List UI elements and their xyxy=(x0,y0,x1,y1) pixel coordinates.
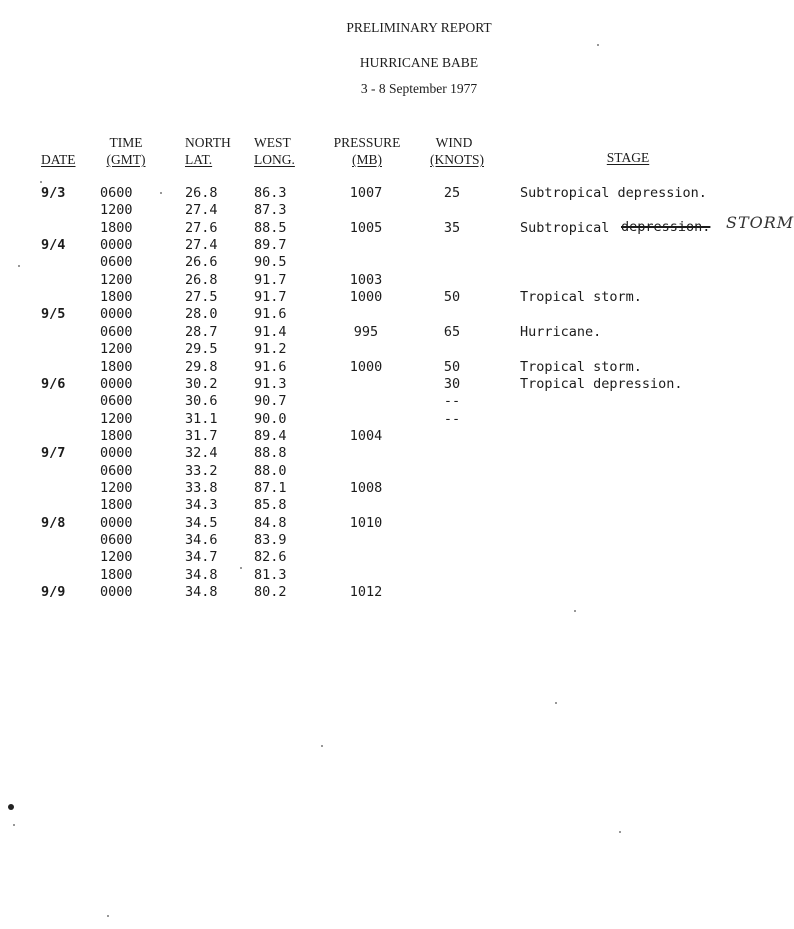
cell-date: 9/9 xyxy=(41,584,66,600)
scan-speck xyxy=(321,745,323,747)
col-stage-header: STAGE xyxy=(606,150,650,165)
cell-lon: 91.2 xyxy=(254,341,287,357)
cell-lat: 26.8 xyxy=(185,185,218,201)
col-wind-header: WIND xyxy=(435,135,473,150)
cell-lon: 91.7 xyxy=(254,272,287,288)
scan-speck xyxy=(107,915,109,917)
cell-lon: 90.5 xyxy=(254,254,287,270)
scan-speck xyxy=(13,824,15,826)
cell-lat: 27.4 xyxy=(185,237,218,253)
report-title: PRELIMINARY REPORT xyxy=(346,20,492,35)
cell-lat: 26.8 xyxy=(185,272,218,288)
cell-date: 9/3 xyxy=(41,185,66,201)
handwritten-correction: STORM xyxy=(726,213,794,232)
cell-pressure: 1004 xyxy=(349,428,383,444)
cell-lat: 29.5 xyxy=(185,341,218,357)
cell-lat: 32.4 xyxy=(185,445,218,461)
col-lon-header: WEST xyxy=(254,135,291,150)
cell-lat: 27.6 xyxy=(185,220,218,236)
cell-time: 0000 xyxy=(100,376,133,392)
cell-lat: 28.0 xyxy=(185,306,218,322)
cell-stage: Tropical depression. xyxy=(520,376,683,392)
cell-time: 1800 xyxy=(100,289,133,305)
cell-lat: 34.6 xyxy=(185,532,218,548)
scan-speck xyxy=(18,265,20,267)
date-range: 3 - 8 September 1977 xyxy=(360,81,478,96)
cell-lon: 81.3 xyxy=(254,567,287,583)
cell-time: 1800 xyxy=(100,428,133,444)
cell-stage: Hurricane. xyxy=(520,324,602,340)
cell-time: 1800 xyxy=(100,359,133,375)
scan-speck xyxy=(574,610,576,612)
cell-time: 0000 xyxy=(100,237,133,253)
cell-pressure: 1003 xyxy=(349,272,383,288)
cell-wind: 35 xyxy=(443,220,461,236)
cell-pressure: 1012 xyxy=(349,584,383,600)
cell-wind: -- xyxy=(443,411,461,427)
col-wind-subheader: (KNOTS) xyxy=(430,152,484,167)
cell-time: 0600 xyxy=(100,532,133,548)
cell-wind: -- xyxy=(443,393,461,409)
cell-lon: 91.6 xyxy=(254,359,287,375)
cell-lat: 34.8 xyxy=(185,584,218,600)
cell-lat: 27.5 xyxy=(185,289,218,305)
scan-speck xyxy=(555,702,557,704)
cell-lon: 82.6 xyxy=(254,549,287,565)
cell-lat: 34.5 xyxy=(185,515,218,531)
cell-time: 1200 xyxy=(100,341,133,357)
cell-stage: Tropical storm. xyxy=(520,289,642,305)
cell-lon: 89.4 xyxy=(254,428,287,444)
cell-stage: Tropical storm. xyxy=(520,359,642,375)
cell-pressure: 995 xyxy=(353,324,379,340)
cell-lat: 33.2 xyxy=(185,463,218,479)
cell-lon: 84.8 xyxy=(254,515,287,531)
cell-time: 0600 xyxy=(100,185,133,201)
scan-speck xyxy=(8,804,14,810)
cell-pressure: 1000 xyxy=(349,289,383,305)
cell-lon: 86.3 xyxy=(254,185,287,201)
cell-stage: Subtropical xyxy=(520,220,610,236)
cell-time: 1200 xyxy=(100,411,133,427)
cell-time: 1800 xyxy=(100,220,133,236)
cell-time: 0600 xyxy=(100,463,133,479)
scan-speck xyxy=(619,831,621,833)
cell-time: 1200 xyxy=(100,549,133,565)
cell-time: 1200 xyxy=(100,480,133,496)
cell-date: 9/5 xyxy=(41,306,66,322)
cell-lon: 91.3 xyxy=(254,376,287,392)
struck-stage-text: depression. xyxy=(621,219,711,235)
cell-lat: 31.1 xyxy=(185,411,218,427)
scan-speck xyxy=(160,192,162,194)
cell-lon: 90.0 xyxy=(254,411,287,427)
cell-lat: 26.6 xyxy=(185,254,218,270)
cell-lat: 28.7 xyxy=(185,324,218,340)
col-pressure-subheader: (MB) xyxy=(352,152,382,167)
cell-stage: Subtropical depression. xyxy=(520,185,707,201)
cell-wind: 50 xyxy=(443,359,461,375)
col-lon-subheader: LONG. xyxy=(254,152,295,167)
cell-date: 9/8 xyxy=(41,515,66,531)
cell-time: 0000 xyxy=(100,584,133,600)
cell-lat: 34.8 xyxy=(185,567,218,583)
cell-lat: 33.8 xyxy=(185,480,218,496)
cell-lon: 91.4 xyxy=(254,324,287,340)
cell-time: 1200 xyxy=(100,272,133,288)
cell-wind: 65 xyxy=(443,324,461,340)
cell-wind: 30 xyxy=(443,376,461,392)
cell-date: 9/6 xyxy=(41,376,66,392)
cell-wind: 50 xyxy=(443,289,461,305)
cell-date: 9/4 xyxy=(41,237,66,253)
cell-lon: 88.0 xyxy=(254,463,287,479)
cell-time: 0600 xyxy=(100,254,133,270)
cell-lon: 87.3 xyxy=(254,202,287,218)
cell-pressure: 1008 xyxy=(349,480,383,496)
cell-lon: 90.7 xyxy=(254,393,287,409)
col-pressure-header: PRESSURE xyxy=(333,135,401,150)
col-time-subheader: (GMT) xyxy=(106,152,146,167)
col-lat-subheader: LAT. xyxy=(185,152,213,167)
cell-lat: 31.7 xyxy=(185,428,218,444)
cell-lon: 87.1 xyxy=(254,480,287,496)
cell-pressure: 1007 xyxy=(349,185,383,201)
cell-time: 0600 xyxy=(100,324,133,340)
cell-date: 9/7 xyxy=(41,445,66,461)
cell-lat: 34.7 xyxy=(185,549,218,565)
scan-speck xyxy=(240,567,242,569)
col-lat-header: NORTH xyxy=(185,135,231,150)
cell-lat: 29.8 xyxy=(185,359,218,375)
cell-time: 1200 xyxy=(100,202,133,218)
cell-pressure: 1005 xyxy=(349,220,383,236)
cell-lon: 88.5 xyxy=(254,220,287,236)
cell-lon: 85.8 xyxy=(254,497,287,513)
storm-name: HURRICANE BABE xyxy=(359,55,479,70)
cell-lon: 80.2 xyxy=(254,584,287,600)
col-time-header: TIME xyxy=(109,135,143,150)
cell-pressure: 1000 xyxy=(349,359,383,375)
scan-speck xyxy=(40,181,42,183)
cell-lon: 89.7 xyxy=(254,237,287,253)
cell-lon: 88.8 xyxy=(254,445,287,461)
cell-lat: 27.4 xyxy=(185,202,218,218)
cell-time: 0000 xyxy=(100,445,133,461)
cell-lat: 34.3 xyxy=(185,497,218,513)
cell-lon: 83.9 xyxy=(254,532,287,548)
cell-time: 0000 xyxy=(100,515,133,531)
cell-lat: 30.6 xyxy=(185,393,218,409)
col-date-header: DATE xyxy=(41,152,76,167)
cell-lat: 30.2 xyxy=(185,376,218,392)
cell-time: 0600 xyxy=(100,393,133,409)
cell-lon: 91.7 xyxy=(254,289,287,305)
cell-time: 1800 xyxy=(100,497,133,513)
cell-pressure: 1010 xyxy=(349,515,383,531)
cell-time: 0000 xyxy=(100,306,133,322)
cell-time: 1800 xyxy=(100,567,133,583)
cell-lon: 91.6 xyxy=(254,306,287,322)
scan-speck xyxy=(597,44,599,46)
cell-wind: 25 xyxy=(443,185,461,201)
